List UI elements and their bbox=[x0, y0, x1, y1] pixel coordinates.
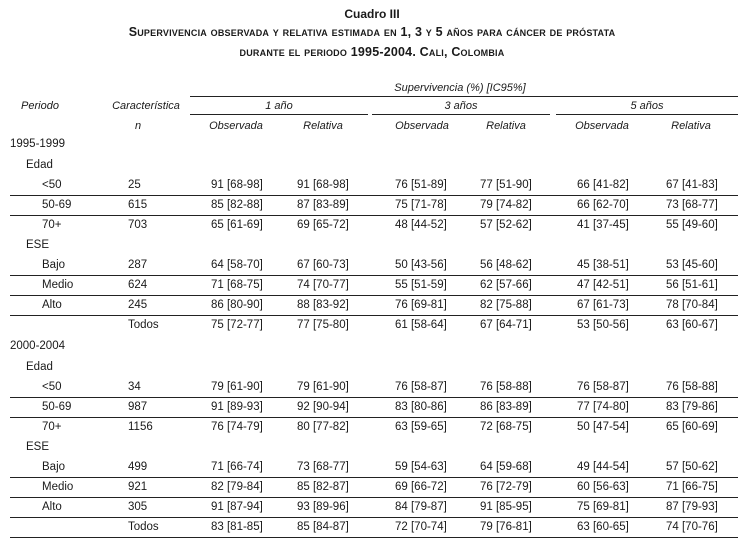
total-value: 61 [58-64] bbox=[395, 319, 447, 331]
header-year-1: 1 año bbox=[265, 100, 293, 112]
row-divider bbox=[10, 517, 738, 518]
row-characteristic: <50 bbox=[42, 381, 62, 393]
row-value: 50 [47-54] bbox=[577, 421, 629, 433]
row-n: 305 bbox=[128, 501, 148, 513]
row-characteristic: 50-69 bbox=[42, 199, 72, 211]
row-value: 71 [66-74] bbox=[211, 461, 263, 473]
row-value: 71 [66-75] bbox=[666, 481, 718, 493]
row-value: 76 [58-88] bbox=[480, 381, 532, 393]
row-characteristic: Bajo bbox=[42, 461, 66, 473]
total-value: 74 [70-76] bbox=[666, 521, 718, 533]
row-value: 76 [51-89] bbox=[395, 179, 447, 191]
row-characteristic: Medio bbox=[42, 279, 74, 291]
row-value: 69 [66-72] bbox=[395, 481, 447, 493]
row-value: 73 [68-77] bbox=[666, 199, 718, 211]
row-value: 76 [72-79] bbox=[480, 481, 532, 493]
row-value: 71 [68-75] bbox=[211, 279, 263, 291]
row-value: 64 [59-68] bbox=[480, 461, 532, 473]
header-supervivencia: Supervivencia (%) [IC95%] bbox=[394, 82, 526, 94]
total-value: 75 [72-77] bbox=[211, 319, 263, 331]
row-value: 69 [65-72] bbox=[297, 219, 349, 231]
row-value: 87 [79-93] bbox=[666, 501, 718, 513]
row-value: 65 [61-69] bbox=[211, 219, 263, 231]
row-n: 921 bbox=[128, 481, 148, 493]
total-value: 63 [60-67] bbox=[666, 319, 718, 331]
row-value: 67 [60-73] bbox=[297, 259, 349, 271]
row-n: 25 bbox=[128, 179, 141, 191]
row-value: 49 [44-54] bbox=[577, 461, 629, 473]
header-observada-3: Observada bbox=[395, 120, 449, 132]
header-caracteristica: Característica bbox=[112, 100, 180, 112]
header-relativa-1: Relativa bbox=[303, 120, 343, 132]
row-value: 55 [51-59] bbox=[395, 279, 447, 291]
row-value: 63 [59-65] bbox=[395, 421, 447, 433]
row-value: 86 [80-90] bbox=[211, 299, 263, 311]
header-rule-top bbox=[190, 96, 738, 97]
row-value: 60 [56-63] bbox=[577, 481, 629, 493]
group-label: Edad bbox=[26, 159, 53, 171]
row-value: 77 [51-90] bbox=[480, 179, 532, 191]
group-label: Edad bbox=[26, 361, 53, 373]
row-divider bbox=[10, 275, 738, 276]
row-value: 85 [82-88] bbox=[211, 199, 263, 211]
row-value: 66 [62-70] bbox=[577, 199, 629, 211]
header-rule-year-1 bbox=[190, 114, 368, 115]
total-value: 63 [60-65] bbox=[577, 521, 629, 533]
row-value: 47 [42-51] bbox=[577, 279, 629, 291]
row-value: 72 [68-75] bbox=[480, 421, 532, 433]
row-value: 77 [74-80] bbox=[577, 401, 629, 413]
period-label: 1995-1999 bbox=[10, 138, 65, 150]
row-characteristic: Bajo bbox=[42, 259, 66, 271]
row-divider bbox=[10, 477, 738, 478]
row-characteristic: Alto bbox=[42, 299, 62, 311]
row-value: 57 [50-62] bbox=[666, 461, 718, 473]
total-label: Todos bbox=[128, 521, 159, 533]
row-value: 64 [58-70] bbox=[211, 259, 263, 271]
row-value: 92 [90-94] bbox=[297, 401, 349, 413]
row-value: 67 [41-83] bbox=[666, 179, 718, 191]
row-divider bbox=[10, 295, 738, 296]
row-divider bbox=[10, 497, 738, 498]
header-n: n bbox=[134, 120, 142, 132]
row-n: 245 bbox=[128, 299, 148, 311]
row-value: 79 [61-90] bbox=[211, 381, 263, 393]
row-value: 83 [79-86] bbox=[666, 401, 718, 413]
row-divider bbox=[10, 195, 738, 196]
row-value: 80 [77-82] bbox=[297, 421, 349, 433]
row-value: 91 [87-94] bbox=[211, 501, 263, 513]
row-divider bbox=[10, 417, 738, 418]
period-label: 2000-2004 bbox=[10, 340, 65, 352]
header-relativa-3: Relativa bbox=[486, 120, 526, 132]
row-value: 84 [79-87] bbox=[395, 501, 447, 513]
row-value: 76 [58-87] bbox=[577, 381, 629, 393]
row-value: 74 [70-77] bbox=[297, 279, 349, 291]
row-characteristic: 70+ bbox=[42, 219, 62, 231]
row-n: 615 bbox=[128, 199, 148, 211]
total-value: 85 [84-87] bbox=[297, 521, 349, 533]
total-value: 72 [70-74] bbox=[395, 521, 447, 533]
total-label: Todos bbox=[128, 319, 159, 331]
group-label: ESE bbox=[26, 239, 50, 251]
header-periodo: Periodo bbox=[21, 100, 59, 112]
row-n: 703 bbox=[128, 219, 148, 231]
header-relativa-5: Relativa bbox=[671, 120, 711, 132]
row-value: 41 [37-45] bbox=[577, 219, 629, 231]
row-value: 75 [69-81] bbox=[577, 501, 629, 513]
row-value: 88 [83-92] bbox=[297, 299, 349, 311]
row-value: 53 [45-60] bbox=[666, 259, 718, 271]
row-divider bbox=[10, 397, 738, 398]
table-title-block bbox=[0, 6, 744, 62]
row-value: 82 [75-88] bbox=[480, 299, 532, 311]
row-value: 66 [41-82] bbox=[577, 179, 629, 191]
row-n: 287 bbox=[128, 259, 148, 271]
row-characteristic: 50-69 bbox=[42, 401, 72, 413]
row-value: 55 [49-60] bbox=[666, 219, 718, 231]
row-value: 93 [89-96] bbox=[297, 501, 349, 513]
header-observada-1: Observada bbox=[209, 120, 263, 132]
row-value: 76 [58-88] bbox=[666, 381, 718, 393]
table-title-line-1: Supervivencia observada y relativa estimada en 1, 3 y 5 años para cáncer de próstata bbox=[128, 25, 616, 39]
row-value: 79 [74-82] bbox=[480, 199, 532, 211]
row-value: 83 [80-86] bbox=[395, 401, 447, 413]
row-value: 45 [38-51] bbox=[577, 259, 629, 271]
row-value: 73 [68-77] bbox=[297, 461, 349, 473]
table-bottom-rule bbox=[10, 537, 738, 538]
total-value: 83 [81-85] bbox=[211, 521, 263, 533]
table-label: Cuadro III bbox=[344, 7, 400, 21]
row-value: 87 [83-89] bbox=[297, 199, 349, 211]
row-value: 76 [58-87] bbox=[395, 381, 447, 393]
header-year-5: 5 años bbox=[630, 100, 664, 112]
total-value: 77 [75-80] bbox=[297, 319, 349, 331]
header-year-3: 3 años bbox=[444, 100, 478, 112]
row-value: 76 [74-79] bbox=[211, 421, 263, 433]
row-value: 75 [71-78] bbox=[395, 199, 447, 211]
row-value: 82 [79-84] bbox=[211, 481, 263, 493]
row-characteristic: Medio bbox=[42, 481, 74, 493]
row-n: 34 bbox=[128, 381, 141, 393]
row-value: 76 [69-81] bbox=[395, 299, 447, 311]
row-n: 1156 bbox=[128, 421, 153, 433]
row-value: 48 [44-52] bbox=[395, 219, 447, 231]
row-divider bbox=[10, 315, 738, 316]
header-observada-5: Observada bbox=[575, 120, 629, 132]
row-value: 56 [48-62] bbox=[480, 259, 532, 271]
row-value: 86 [83-89] bbox=[480, 401, 532, 413]
row-value: 79 [61-90] bbox=[297, 381, 349, 393]
row-value: 50 [43-56] bbox=[395, 259, 447, 271]
row-divider bbox=[10, 215, 738, 216]
row-n: 987 bbox=[128, 401, 148, 413]
row-n: 624 bbox=[128, 279, 148, 291]
row-value: 56 [51-61] bbox=[666, 279, 718, 291]
row-characteristic: Alto bbox=[42, 501, 62, 513]
group-label: ESE bbox=[26, 441, 50, 453]
row-n: 499 bbox=[128, 461, 148, 473]
header-rule-year-5 bbox=[556, 114, 738, 115]
total-value: 53 [50-56] bbox=[577, 319, 629, 331]
row-value: 85 [82-87] bbox=[297, 481, 349, 493]
row-value: 59 [54-63] bbox=[395, 461, 447, 473]
row-value: 57 [52-62] bbox=[480, 219, 532, 231]
row-value: 67 [61-73] bbox=[577, 299, 629, 311]
total-value: 79 [76-81] bbox=[480, 521, 532, 533]
row-value: 65 [60-69] bbox=[666, 421, 718, 433]
row-value: 91 [68-98] bbox=[297, 179, 349, 191]
row-value: 91 [68-98] bbox=[211, 179, 263, 191]
row-characteristic: 70+ bbox=[42, 421, 62, 433]
row-value: 78 [70-84] bbox=[666, 299, 718, 311]
table-title-line-2: durante el periodo 1995-2004. Cali, Colombia bbox=[239, 45, 505, 59]
row-characteristic: <50 bbox=[42, 179, 62, 191]
row-value: 91 [89-93] bbox=[211, 401, 263, 413]
row-value: 91 [85-95] bbox=[480, 501, 532, 513]
total-value: 67 [64-71] bbox=[480, 319, 532, 331]
row-value: 62 [57-66] bbox=[480, 279, 532, 291]
header-rule-year-3 bbox=[372, 114, 550, 115]
